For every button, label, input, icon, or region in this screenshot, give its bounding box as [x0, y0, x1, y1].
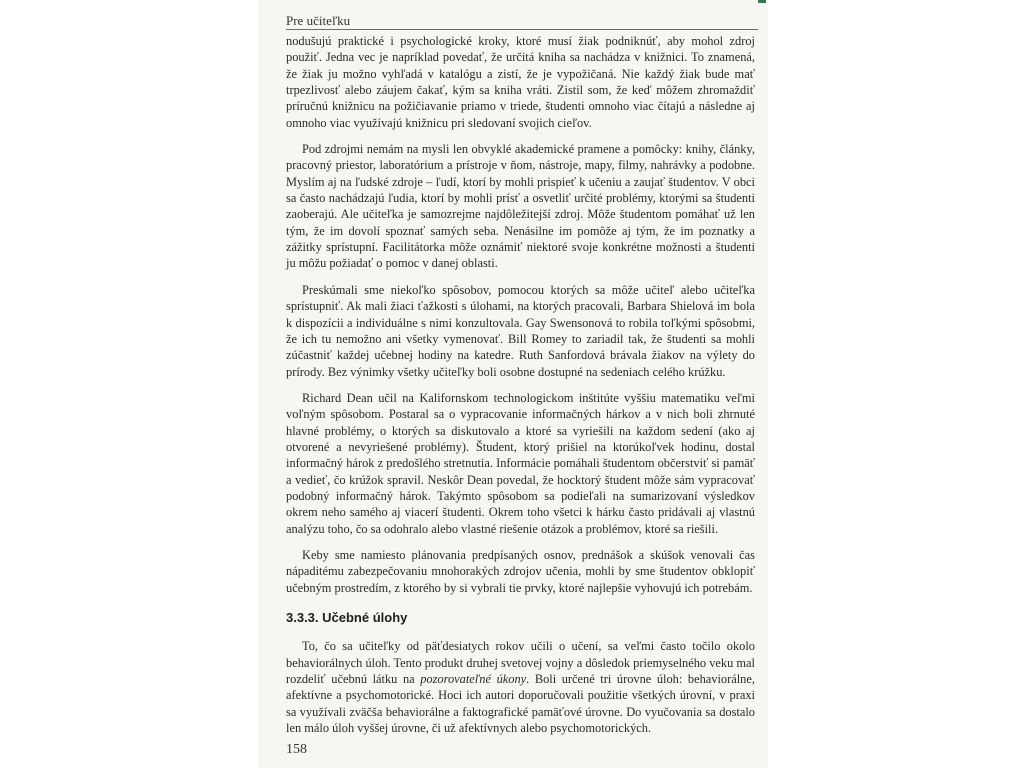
running-header: Pre učiteľku: [286, 12, 758, 30]
corner-mark: [758, 0, 766, 3]
paragraph-6-italic: pozorovateľné úkony: [420, 672, 527, 687]
paragraph-3: Preskúmali sme niekoľko spôsobov, pomocou ktorých sa môže učiteľ alebo učiteľka sprístupniť. Ak mali žiaci ťažkosti s úlohami, na ktorých pracovali, Barbara Shielová im bola k dispozícii a individuálne s nimi konzultovala. Gay Swensonová to robila toľkými spôsobmi, že ich tu nemožno ani všetky vymenovať. Bill Romey to zariadil tak, že študenti sa mohli zúčastniť každej učebnej hodiny na katedre. Ruth Sanfordová brávala žiakov na výlety do prírody. Bez výnimky všetky učiteľky boli osobne dostupné na sedeniach celého krúžku.: [286, 282, 755, 379]
paragraph-5: Keby sme namiesto plánovania predpísaných osnov, prednášok a skúšok venovali čas nápaditému zabezpečovaniu mnohorakých zdrojov učenia, mohli by sme študentov obklopiť učebným prostredím, z ktorého by si vybrali tie prvky, ktoré najlepšie vyhovujú ich potrebám.: [286, 547, 755, 595]
paragraph-6-text-a: To, čo sa učiteľky od päťdesiatych rokov učili o učení, sa veľmi často točilo okolo behaviorálnych úloh. Tento produkt druhej svetovej vojny a dôsledok priemyselného veku mal rozdeliť učebnú látku na: [286, 639, 755, 687]
paragraph-2: Pod zdrojmi nemám na mysli len obvyklé akademické pramene a pomôcky: knihy, články, pracovný priestor, laboratórium a prístroje v ňom, nástroje, mapy, filmy, nahrávky a podobne. Myslím aj na ľudské zdroje – ľudí, ktorí by mohli prispieť k učeniu a zaujať študentov. V obci sa často nachádzajú ľudia, ktorí by mohli prísť a osvetliť určité problémy, ktorými sa študenti zaoberajú. Ale učiteľka je samozrejme najdôležitejší zdroj. Môže študentom pomáhať už len tým, že im dovolí spoznať samých seba. Nenásilne im pomôže aj tým, že im poznatky a zážitky sprístupní. Facilitátorka môže oznámiť niektoré svoje konkrétne možnosti a študenti ju môžu požiadať o pomoc v danej oblasti.: [286, 142, 755, 271]
page-number: 158: [286, 742, 307, 757]
section-heading: 3.3.3. Učebné úlohy: [286, 610, 408, 625]
paragraph-6: [286, 638, 755, 736]
paragraph-6-text-b: . Boli určené tri úrovne úloh: behaviorálne, afektívne a psychomotorické. Hoci ich autori doporučovali použitie všetkých úrovní, v praxi sa využívali zväčša behaviorálne a faktografické pamäťové úrovne. Do vyučovania sa dostalo len málo úloh vyššej úrovne, či už afektívnych alebo psychomotorických.: [286, 672, 755, 736]
paragraph-1: nodušujú praktické i psychologické kroky, ktoré musí žiak podniknúť, aby mohol zdroj použiť. Jedna vec je napríklad povedať, že určitá kniha sa nachádza v knižnici. To znamená, že žiak ju možno vyhľadá v katalógu a zistí, že je vypožičaná. Nie každý žiak bude mať trpezlivosť alebo záujem čakať, kým sa kniha vráti. Zistil som, že keď môžem zhromaždiť príručnú knižnicu na požičiavanie priamo v triede, študenti omnoho viac čítajú a následne aj omnoho viac využívajú knižnicu pri sledovaní svojich cieľov.: [286, 34, 755, 130]
paragraph-4: Richard Dean učil na Kalifornskom technologickom inštitúte vyššiu matematiku veľmi voľným spôsobom. Postaral sa o vypracovanie informačných hárkov a v nich boli zhrnuté hlavné problémy, o ktorých sa diskutovalo a ktoré sa vyriešili na každom sedení (ako aj otvorené a nevyriešené problémy). Študent, ktorý prišiel na ktorúkoľvek hodinu, dostal informačný hárok z predošlého stretnutia. Informácie pomáhali študentom občerstviť si pamäť a vedieť, čo krúžok spravil. Neskôr Dean povedal, že hocktorý študent môže sám vypracovať podobný informačný hárok. Takýmto spôsobom sa podieľali na sumarizovaní výsledkov okrem neho samého aj viacerí študenti. Okrem toho všetci k hárku často pridávali aj vlastnú analýzu toho, čo sa odohralo alebo vlastné riešenie otázok a problémov, ktoré sa riešili.: [286, 390, 755, 536]
page-body: [286, 33, 755, 746]
